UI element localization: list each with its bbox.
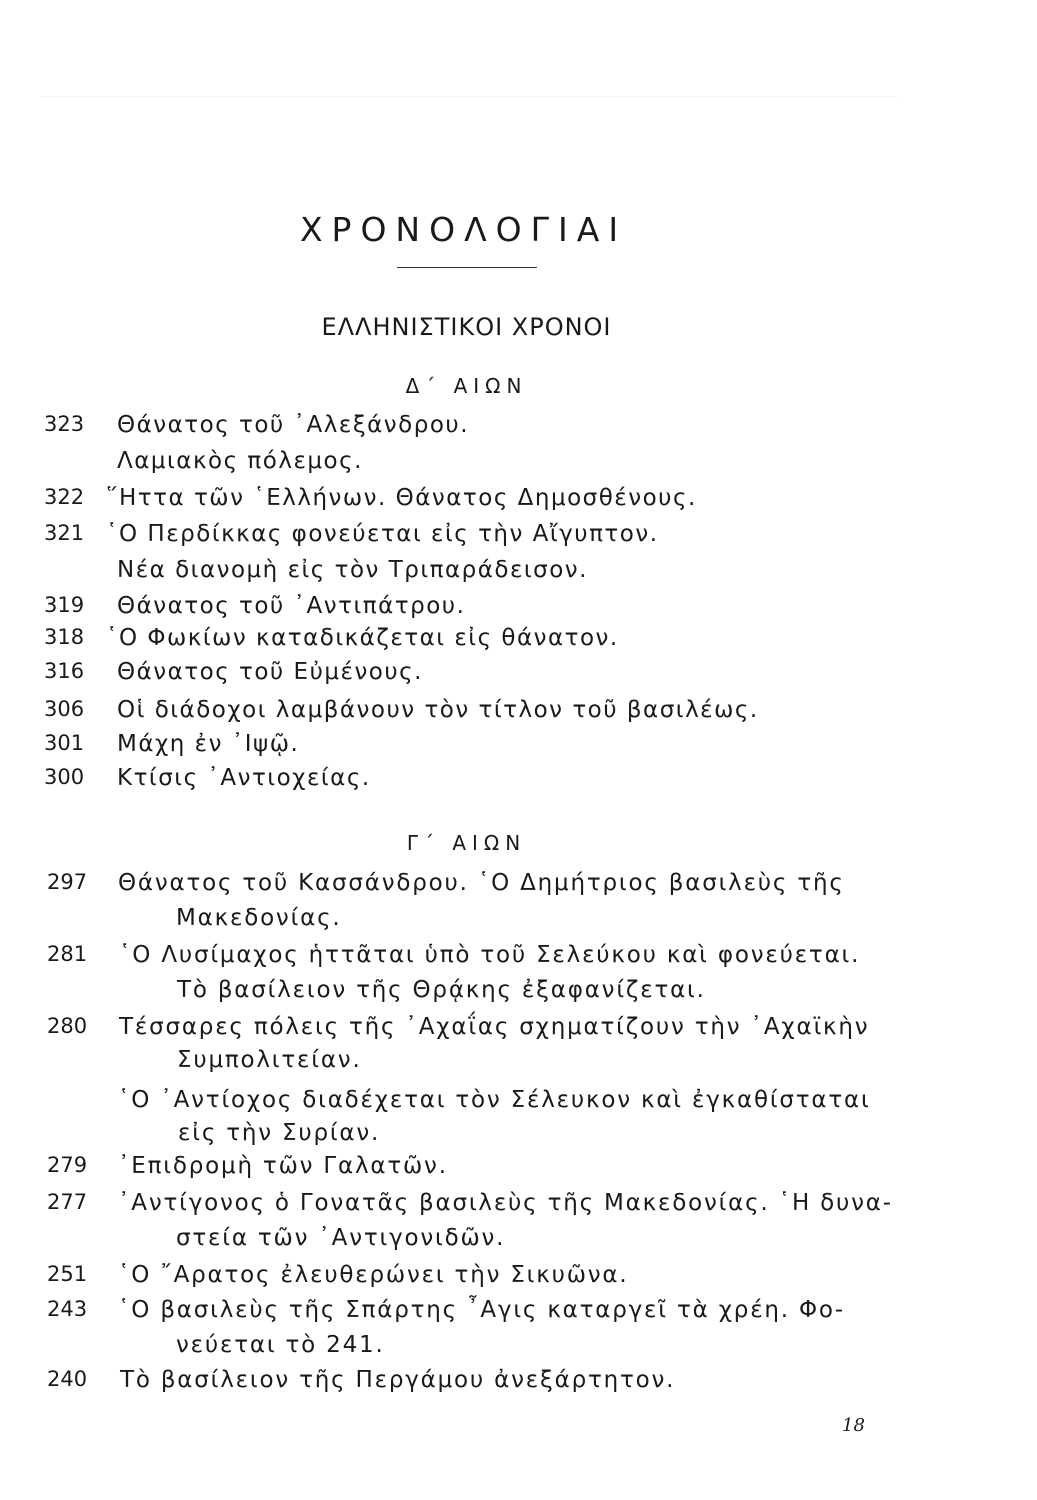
entry-text: ῞Ηττα τῶν ῾Ελλήνων. Θάνατος Δημοσθένους. [106, 485, 697, 511]
page-title: ΧΡΟΝΟΛΟΓΙΑΙ [299, 210, 628, 249]
entry-text: ῾Ο Περδίκκας φονεύεται εἰς τὴν Αἴγυπτον. [106, 521, 659, 547]
entry-year: 318 [44, 625, 85, 649]
entry-text-continuation: εἰς τὴν Συρίαν. [178, 1120, 381, 1146]
page-number: 18 [842, 1415, 865, 1436]
entry-text: Τέσσαρες πόλεις τῆς ᾿Αχαΐας σχηματίζουν τὴν ᾿Αχαϊκὴν [119, 1014, 870, 1040]
entry-year: 240 [47, 1367, 88, 1391]
entry-text-continuation: Λαμιακὸς πόλεμος. [117, 448, 363, 474]
entry-text-continuation: Μακεδονίας. [176, 905, 342, 931]
entry-year: 322 [44, 485, 85, 509]
entry-year: 280 [47, 1014, 88, 1038]
faded-running-header [40, 66, 900, 97]
entry-year: 319 [44, 593, 85, 617]
entry-year: 321 [44, 521, 85, 545]
entry-text: ᾿Αντίγονος ὁ Γονατᾶς βασιλεὺς τῆς Μακεδονίας. ῾Η δυνα- [118, 1190, 893, 1216]
entry-text: ῾Ο βασιλεὺς τῆς Σπάρτης ῏Αγις καταργεῖ τὰ χρέη. Φο- [118, 1297, 845, 1323]
entry-text: Κτίσις ᾿Αντιοχείας. [117, 765, 371, 791]
entry-year: 297 [47, 870, 88, 894]
section-heading-4th-century: Δ΄ ΑΙΩΝ [405, 374, 528, 398]
entry-year: 301 [44, 731, 85, 755]
entry-text-continuation: στεία τῶν ᾿Αντιγονιδῶν. [176, 1225, 506, 1251]
entry-year: 281 [47, 942, 88, 966]
entry-text: ῾Ο Λυσίμαχος ἡττᾶται ὑπὸ τοῦ Σελεύκου καὶ φονεύεται. [119, 942, 861, 968]
entry-year: 316 [44, 659, 85, 683]
entry-year: 277 [47, 1190, 88, 1214]
entry-year: 243 [47, 1297, 88, 1321]
entry-text: Μάχη ἐν ᾿Ιψῷ. [117, 731, 300, 757]
entry-text: ῾Ο ῎Αρατος ἐλευθερώνει τὴν Σικυῶνα. [118, 1262, 629, 1288]
entry-text: Θάνατος τοῦ ᾿Αντιπάτρου. [117, 593, 466, 619]
entry-text: ῾Ο Φωκίων καταδικάζεται εἰς θάνατον. [106, 625, 619, 651]
entry-year: 306 [44, 697, 85, 721]
entry-year: 279 [47, 1153, 88, 1177]
entry-text: Θάνατος τοῦ Εὐμένους. [117, 659, 423, 685]
entry-text: Θάνατος τοῦ Κασσάνδρου. ῾Ο Δημήτριος βασιλεὺς τῆς [118, 870, 845, 896]
entry-text-continuation: νεύεται τὸ 241. [176, 1332, 385, 1358]
entry-text: ᾿Επιδρομὴ τῶν Γαλατῶν. [118, 1153, 448, 1179]
entry-text: Τὸ βασίλειον τῆς Περγάμου ἀνεξάρτητον. [120, 1367, 676, 1393]
entry-year: 323 [44, 412, 85, 436]
entry-text-continuation: Τὸ βασίλειον τῆς Θρᾴκης ἐξαφανίζεται. [177, 977, 706, 1003]
entry-text: Θάνατος τοῦ ᾿Αλεξάνδρου. [117, 412, 470, 438]
page-subtitle: ΕΛΛΗΝΙΣΤΙΚΟΙ ΧΡΟΝΟΙ [321, 313, 612, 341]
entry-year: 251 [47, 1262, 88, 1286]
entry-text: Οἱ διάδοχοι λαμβάνουν τὸν τίτλον τοῦ βασιλέως. [117, 697, 759, 723]
entry-text-continuation: Νέα διανομὴ εἰς τὸν Τριπαράδεισον. [117, 557, 588, 583]
section-heading-3rd-century: Γ΄ ΑΙΩΝ [406, 831, 527, 855]
entry-text-continuation: Συμπολιτείαν. [177, 1047, 362, 1073]
title-divider [397, 267, 537, 268]
entry-text: ῾Ο ᾿Αντίοχος διαδέχεται τὸν Σέλευκον καὶ ἐγκαθίσταται [118, 1087, 871, 1113]
entry-year: 300 [44, 765, 85, 789]
